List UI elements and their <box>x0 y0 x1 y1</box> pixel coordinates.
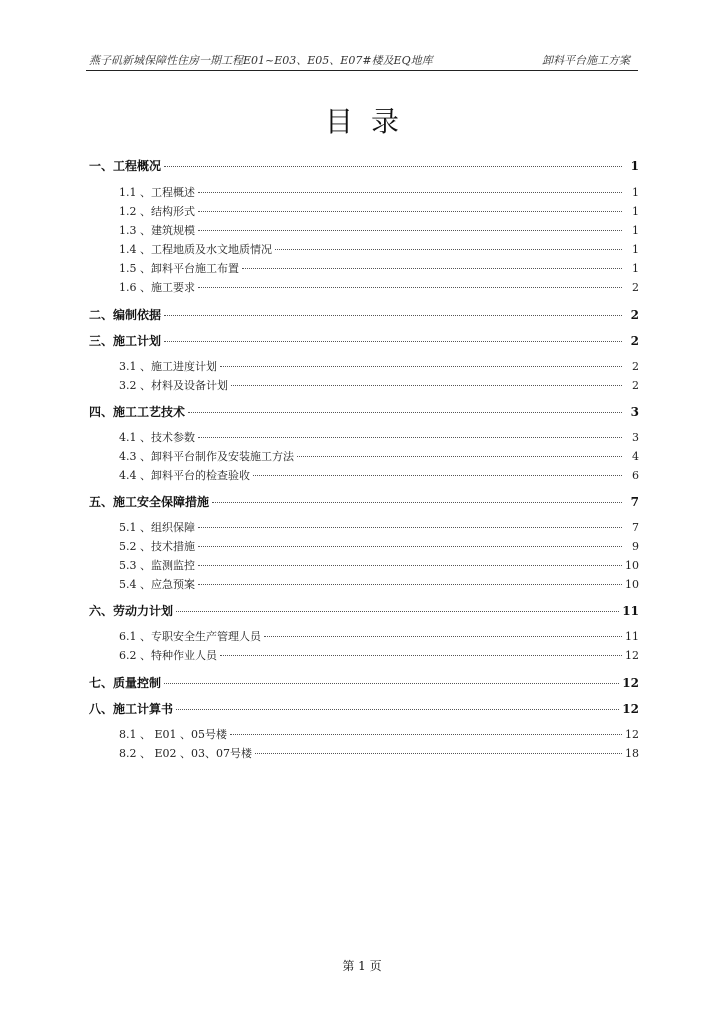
toc-section-6-1[interactable] <box>119 628 639 644</box>
toc-section-3-2[interactable] <box>119 377 639 393</box>
toc-page: 10 <box>625 559 639 572</box>
toc-label: 1.6 、施工要求 <box>119 281 195 294</box>
toc-section-4-1[interactable] <box>119 429 639 445</box>
toc-section-5-3[interactable] <box>119 557 639 573</box>
toc-leader <box>264 636 622 637</box>
toc-chapter-5[interactable] <box>89 493 639 510</box>
toc-leader <box>176 611 619 612</box>
toc-label: 七、质量控制 <box>89 676 162 690</box>
toc-leader <box>198 546 622 547</box>
toc-section-5-1[interactable] <box>119 519 639 535</box>
toc-section-1-5[interactable] <box>119 260 639 276</box>
toc-page: 12 <box>625 728 639 741</box>
toc-section-6-2[interactable] <box>119 647 639 663</box>
toc-page: 4 <box>632 450 639 463</box>
toc-section-3-1[interactable] <box>119 358 639 374</box>
toc-section-1-3[interactable] <box>119 222 639 238</box>
toc-page: 7 <box>630 495 639 509</box>
toc-section-1-6[interactable] <box>119 279 639 295</box>
toc-page: 2 <box>630 308 639 322</box>
toc-section-4-3[interactable] <box>119 448 639 464</box>
header-rule <box>86 70 638 71</box>
toc-page: 2 <box>632 360 639 373</box>
toc-leader <box>164 315 622 316</box>
toc-leader <box>255 753 622 754</box>
toc-chapter-6[interactable] <box>89 602 639 619</box>
toc-label: 二、编制依据 <box>89 308 162 322</box>
toc-leader <box>230 734 622 735</box>
toc-page: 3 <box>630 405 639 419</box>
toc-leader <box>242 268 622 269</box>
toc-section-1-1[interactable] <box>119 184 639 200</box>
toc-label: 1.2 、结构形式 <box>119 205 195 218</box>
toc-leader <box>188 412 622 413</box>
toc-page: 1 <box>630 159 639 173</box>
toc-leader <box>212 502 622 503</box>
toc-label: 四、施工工艺技术 <box>89 405 186 419</box>
toc-leader <box>253 475 622 476</box>
toc-section-1-4[interactable] <box>119 241 639 257</box>
toc-leader <box>176 709 619 710</box>
toc-label: 4.1 、技术参数 <box>119 431 195 444</box>
toc-page: 1 <box>632 186 639 199</box>
toc-page: 2 <box>630 334 639 348</box>
toc-leader <box>198 287 622 288</box>
toc-page: 3 <box>632 431 639 444</box>
toc-label: 4.3 、卸料平台制作及安装施工方法 <box>119 450 294 463</box>
toc-leader <box>198 211 622 212</box>
toc-chapter-3[interactable] <box>89 332 639 349</box>
toc-leader <box>231 385 622 386</box>
toc-label: 3.2 、材料及设备计划 <box>119 379 228 392</box>
toc-leader <box>275 249 622 250</box>
toc-page: 18 <box>625 747 639 760</box>
toc-page: 2 <box>632 379 639 392</box>
toc-leader <box>220 366 622 367</box>
toc-label: 8.2 、 E02 、03、07号楼 <box>119 747 253 760</box>
toc-leader <box>198 527 622 528</box>
toc-page: 1 <box>632 205 639 218</box>
toc-label: 8.1 、 E01 、05号楼 <box>119 728 228 741</box>
toc-page: 1 <box>632 262 639 275</box>
toc-label: 五、施工安全保障措施 <box>89 495 210 509</box>
page-title: 目录 <box>324 105 417 138</box>
toc-leader <box>198 565 622 566</box>
toc-label: 1.5 、卸料平台施工布置 <box>119 262 239 275</box>
toc-leader <box>297 456 622 457</box>
toc-chapter-1[interactable] <box>89 157 639 174</box>
toc-page: 9 <box>632 540 639 553</box>
toc-label: 5.2 、技术措施 <box>119 540 195 553</box>
toc-chapter-7[interactable] <box>89 674 639 691</box>
toc-section-5-2[interactable] <box>119 538 639 554</box>
toc-leader <box>198 192 622 193</box>
toc-page: 2 <box>632 281 639 294</box>
header-document-name: 卸料平台施工方案 <box>542 54 630 67</box>
toc-label: 4.4 、卸料平台的检查验收 <box>119 469 250 482</box>
toc-label: 6.2 、特种作业人员 <box>119 649 217 662</box>
toc-label: 5.4 、应急预案 <box>119 578 195 591</box>
toc-page: 1 <box>632 224 639 237</box>
toc-page: 1 <box>632 243 639 256</box>
toc-label: 三、施工计划 <box>89 334 162 348</box>
toc-label: 六、劳动力计划 <box>89 604 174 618</box>
toc-page: 12 <box>625 649 639 662</box>
toc-label: 1.1 、工程概述 <box>119 186 195 199</box>
toc-label: 八、施工计算书 <box>89 702 174 716</box>
toc-section-8-2[interactable] <box>119 745 639 761</box>
toc-section-4-4[interactable] <box>119 467 639 483</box>
toc-section-8-1[interactable] <box>119 726 639 742</box>
toc-leader <box>164 341 622 342</box>
toc-page: 6 <box>632 469 639 482</box>
toc-page: 12 <box>622 702 639 716</box>
toc-label: 一、工程概况 <box>89 159 162 173</box>
toc-label: 1.4 、工程地质及水文地质情况 <box>119 243 272 256</box>
toc-leader <box>198 584 622 585</box>
toc-leader <box>164 683 619 684</box>
toc-label: 5.1 、组织保障 <box>119 521 195 534</box>
toc-section-1-2[interactable] <box>119 203 639 219</box>
header-project-name: 燕子矶新城保障性住房一期工程E01~E03、E05、E07#楼及EQ地库 <box>89 54 433 67</box>
toc-chapter-4[interactable] <box>89 403 639 420</box>
toc-chapter-2[interactable] <box>89 306 639 323</box>
toc-page: 10 <box>625 578 639 591</box>
toc-label: 3.1 、施工进度计划 <box>119 360 217 373</box>
toc-page: 11 <box>625 630 639 643</box>
toc-leader <box>198 437 622 438</box>
toc-label: 1.3 、建筑规模 <box>119 224 195 237</box>
toc-page: 7 <box>632 521 639 534</box>
toc-page: 12 <box>622 676 639 690</box>
toc-page: 11 <box>622 604 639 618</box>
page-number-footer: 第 1 页 <box>342 959 382 973</box>
toc-label: 5.3 、监测监控 <box>119 559 195 572</box>
toc-label: 6.1 、专职安全生产管理人员 <box>119 630 261 643</box>
toc-leader <box>198 230 622 231</box>
toc-leader <box>220 655 622 656</box>
toc-section-5-4[interactable] <box>119 576 639 592</box>
toc-leader <box>164 166 622 167</box>
toc-chapter-8[interactable] <box>89 700 639 717</box>
